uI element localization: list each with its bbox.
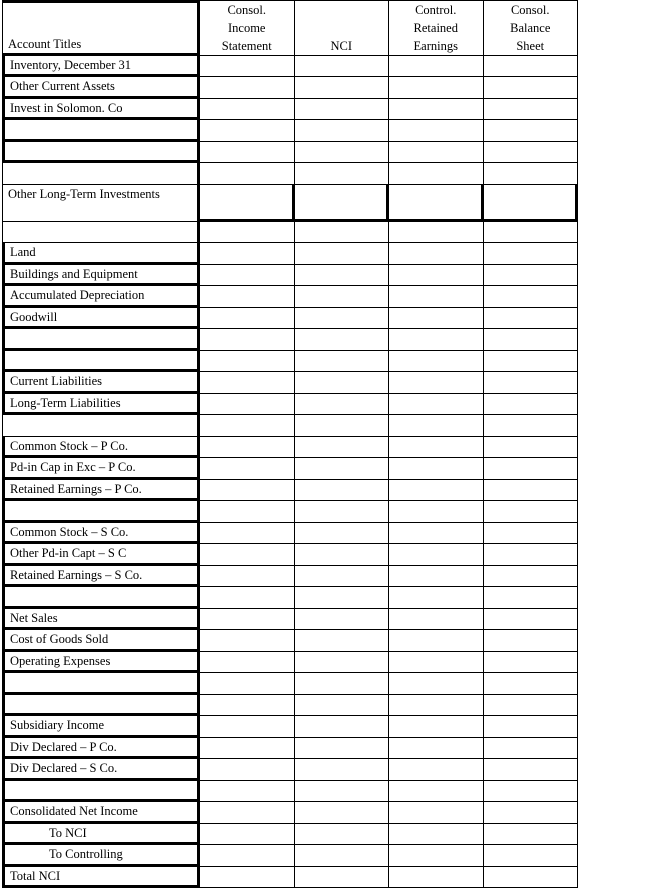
consol-income-statement-cell[interactable] [200, 99, 295, 120]
consol-income-statement-cell[interactable] [200, 308, 295, 329]
consol-balance-sheet-cell[interactable] [484, 716, 579, 738]
table-row [2, 329, 578, 351]
control-retained-earnings-cell[interactable] [389, 716, 484, 738]
nci-cell[interactable] [295, 329, 390, 351]
consol-income-statement-cell[interactable] [200, 77, 295, 99]
consol-balance-sheet-cell[interactable] [484, 802, 579, 824]
header-nci: NCI [295, 0, 390, 56]
nci-cell[interactable] [295, 286, 390, 308]
consol-income-statement-cell[interactable] [200, 781, 295, 802]
table-row [2, 351, 578, 372]
consol-balance-sheet-cell[interactable] [484, 458, 579, 480]
control-retained-earnings-cell[interactable] [389, 265, 484, 286]
account-title-cell: Retained Earnings – S Co. [2, 566, 200, 587]
table-row [2, 185, 578, 222]
control-retained-earnings-cell[interactable] [389, 222, 484, 243]
consol-balance-sheet-cell[interactable] [484, 351, 579, 372]
control-retained-earnings-cell[interactable] [389, 372, 484, 394]
consol-income-statement-cell[interactable] [200, 480, 295, 501]
account-title-cell: To NCI [2, 824, 200, 845]
consolidation-worksheet [2, 0, 578, 888]
consol-balance-sheet-cell[interactable] [484, 480, 579, 501]
control-retained-earnings-cell[interactable] [389, 99, 484, 120]
control-retained-earnings-cell[interactable] [389, 501, 484, 523]
control-retained-earnings-cell[interactable] [389, 630, 484, 652]
consol-income-statement-cell[interactable] [200, 630, 295, 652]
nci-cell[interactable] [295, 781, 390, 802]
nci-cell[interactable] [295, 609, 390, 630]
account-title-cell [2, 673, 200, 695]
consol-income-statement-cell[interactable] [200, 867, 295, 888]
control-retained-earnings-cell[interactable] [389, 185, 484, 222]
table-row [2, 265, 578, 286]
header-consol-income-statement: Consol. Income Statement [200, 0, 295, 56]
consol-income-statement-cell[interactable] [200, 759, 295, 781]
control-retained-earnings-cell[interactable] [389, 738, 484, 759]
account-title-cell: Other Long-Term Investments [2, 185, 200, 222]
control-retained-earnings-cell[interactable] [389, 695, 484, 716]
account-title-cell: Retained Earnings – P Co. [2, 480, 200, 501]
control-retained-earnings-cell[interactable] [389, 415, 484, 437]
table-row [2, 394, 578, 415]
consol-income-statement-cell[interactable] [200, 222, 295, 243]
account-title-cell [2, 695, 200, 716]
account-title-cell [2, 163, 200, 185]
table-row [2, 243, 578, 265]
consol-balance-sheet-cell[interactable] [484, 265, 579, 286]
nci-cell[interactable] [295, 415, 390, 437]
control-retained-earnings-cell[interactable] [389, 867, 484, 888]
control-retained-earnings-cell[interactable] [389, 673, 484, 695]
control-retained-earnings-cell[interactable] [389, 802, 484, 824]
control-retained-earnings-cell[interactable] [389, 56, 484, 77]
table-row [2, 142, 578, 163]
consol-balance-sheet-cell[interactable] [484, 286, 579, 308]
table-row [2, 77, 578, 99]
consol-income-statement-cell[interactable] [200, 372, 295, 394]
nci-cell[interactable] [295, 695, 390, 716]
account-title-cell: Consolidated Net Income [2, 802, 200, 824]
consol-income-statement-cell[interactable] [200, 329, 295, 351]
nci-cell[interactable] [295, 99, 390, 120]
consol-balance-sheet-cell[interactable] [484, 544, 579, 566]
consol-balance-sheet-cell[interactable] [484, 673, 579, 695]
consol-balance-sheet-cell[interactable] [484, 372, 579, 394]
nci-cell[interactable] [295, 243, 390, 265]
consol-balance-sheet-cell[interactable] [484, 120, 579, 142]
table-row [2, 716, 578, 738]
table-row [2, 630, 578, 652]
nci-cell[interactable] [295, 308, 390, 329]
table-row [2, 286, 578, 308]
table-row [2, 308, 578, 329]
control-retained-earnings-cell[interactable] [389, 120, 484, 142]
nci-cell[interactable] [295, 163, 390, 185]
account-title-cell: Goodwill [2, 308, 200, 329]
account-title-cell: Pd-in Cap in Exc – P Co. [2, 458, 200, 480]
table-row [2, 437, 578, 458]
consol-income-statement-cell[interactable] [200, 458, 295, 480]
consol-balance-sheet-cell[interactable] [484, 523, 579, 544]
consol-balance-sheet-cell[interactable] [484, 142, 579, 163]
consol-balance-sheet-cell[interactable] [484, 222, 579, 243]
account-title-cell: Operating Expenses [2, 652, 200, 673]
consol-income-statement-cell[interactable] [200, 286, 295, 308]
consol-income-statement-cell[interactable] [200, 185, 295, 222]
consol-balance-sheet-cell[interactable] [484, 587, 579, 609]
control-retained-earnings-cell[interactable] [389, 286, 484, 308]
nci-cell[interactable] [295, 265, 390, 286]
control-retained-earnings-cell[interactable] [389, 845, 484, 867]
account-title-cell: Common Stock – S Co. [2, 523, 200, 544]
consol-balance-sheet-cell[interactable] [484, 845, 579, 867]
nci-cell[interactable] [295, 630, 390, 652]
header-row [2, 0, 578, 56]
account-title-cell [2, 142, 200, 163]
consol-balance-sheet-cell[interactable] [484, 609, 579, 630]
account-title-cell: Div Declared – P Co. [2, 738, 200, 759]
nci-cell[interactable] [295, 501, 390, 523]
nci-cell[interactable] [295, 802, 390, 824]
consol-balance-sheet-cell[interactable] [484, 695, 579, 716]
table-row [2, 673, 578, 695]
table-row [2, 415, 578, 437]
nci-cell[interactable] [295, 394, 390, 415]
account-title-cell: Subsidiary Income [2, 716, 200, 738]
nci-cell[interactable] [295, 566, 390, 587]
table-row [2, 501, 578, 523]
consol-income-statement-cell[interactable] [200, 544, 295, 566]
consol-balance-sheet-cell[interactable] [484, 56, 579, 77]
control-retained-earnings-cell[interactable] [389, 142, 484, 163]
control-retained-earnings-cell[interactable] [389, 523, 484, 544]
table-row [2, 480, 578, 501]
consol-balance-sheet-cell[interactable] [484, 308, 579, 329]
control-retained-earnings-cell[interactable] [389, 587, 484, 609]
table-row [2, 867, 578, 888]
account-title-cell: Other Pd-in Capt – S C [2, 544, 200, 566]
nci-cell[interactable] [295, 587, 390, 609]
control-retained-earnings-cell[interactable] [389, 437, 484, 458]
table-row [2, 99, 578, 120]
nci-cell[interactable] [295, 523, 390, 544]
consol-income-statement-cell[interactable] [200, 845, 295, 867]
nci-cell[interactable] [295, 120, 390, 142]
account-title-cell: Buildings and Equipment [2, 265, 200, 286]
control-retained-earnings-cell[interactable] [389, 652, 484, 673]
nci-cell[interactable] [295, 458, 390, 480]
consol-balance-sheet-cell[interactable] [484, 243, 579, 265]
control-retained-earnings-cell[interactable] [389, 458, 484, 480]
table-row [2, 652, 578, 673]
nci-cell[interactable] [295, 716, 390, 738]
account-title-cell: Inventory, December 31 [2, 56, 200, 77]
nci-cell[interactable] [295, 77, 390, 99]
account-title-cell: Div Declared – S Co. [2, 759, 200, 781]
nci-cell[interactable] [295, 372, 390, 394]
consol-income-statement-cell[interactable] [200, 351, 295, 372]
consol-balance-sheet-cell[interactable] [484, 185, 579, 222]
table-row [2, 523, 578, 544]
nci-cell[interactable] [295, 351, 390, 372]
consol-income-statement-cell[interactable] [200, 652, 295, 673]
nci-cell[interactable] [295, 185, 390, 222]
table-row [2, 566, 578, 587]
control-retained-earnings-cell[interactable] [389, 163, 484, 185]
account-title-cell: Long-Term Liabilities [2, 394, 200, 415]
consol-balance-sheet-cell[interactable] [484, 630, 579, 652]
account-title-cell [2, 781, 200, 802]
account-title-cell: Cost of Goods Sold [2, 630, 200, 652]
nci-cell[interactable] [295, 824, 390, 845]
account-title-cell: Total NCI [2, 867, 200, 888]
consol-income-statement-cell[interactable] [200, 142, 295, 163]
consol-income-statement-cell[interactable] [200, 437, 295, 458]
consol-balance-sheet-cell[interactable] [484, 77, 579, 99]
account-title-cell [2, 329, 200, 351]
account-title-cell: Accumulated Depreciation [2, 286, 200, 308]
table-row [2, 222, 578, 243]
account-title-cell: Invest in Solomon. Co [2, 99, 200, 120]
table-row [2, 781, 578, 802]
account-title-cell: To Controlling [2, 845, 200, 867]
table-row [2, 587, 578, 609]
nci-cell[interactable] [295, 222, 390, 243]
consol-income-statement-cell[interactable] [200, 501, 295, 523]
nci-cell[interactable] [295, 142, 390, 163]
consol-income-statement-cell[interactable] [200, 673, 295, 695]
consol-balance-sheet-cell[interactable] [484, 329, 579, 351]
consol-income-statement-cell[interactable] [200, 824, 295, 845]
consol-income-statement-cell[interactable] [200, 523, 295, 544]
consol-income-statement-cell[interactable] [200, 716, 295, 738]
nci-cell[interactable] [295, 759, 390, 781]
account-title-cell [2, 587, 200, 609]
table-row [2, 163, 578, 185]
consol-balance-sheet-cell[interactable] [484, 437, 579, 458]
consol-balance-sheet-cell[interactable] [484, 566, 579, 587]
header-control-retained-earnings: Control. Retained Earnings [389, 0, 484, 56]
table-row [2, 609, 578, 630]
control-retained-earnings-cell[interactable] [389, 544, 484, 566]
table-row [2, 372, 578, 394]
account-title-cell: Current Liabilities [2, 372, 200, 394]
consol-balance-sheet-cell[interactable] [484, 759, 579, 781]
nci-cell[interactable] [295, 673, 390, 695]
nci-cell[interactable] [295, 437, 390, 458]
consol-income-statement-cell[interactable] [200, 695, 295, 716]
nci-cell[interactable] [295, 544, 390, 566]
control-retained-earnings-cell[interactable] [389, 243, 484, 265]
account-title-cell [2, 415, 200, 437]
consol-balance-sheet-cell[interactable] [484, 738, 579, 759]
consol-balance-sheet-cell[interactable] [484, 781, 579, 802]
table-row [2, 824, 578, 845]
table-row [2, 56, 578, 77]
nci-cell[interactable] [295, 56, 390, 77]
consol-balance-sheet-cell[interactable] [484, 867, 579, 888]
table-row [2, 544, 578, 566]
consol-income-statement-cell[interactable] [200, 163, 295, 185]
control-retained-earnings-cell[interactable] [389, 609, 484, 630]
control-retained-earnings-cell[interactable] [389, 329, 484, 351]
consol-balance-sheet-cell[interactable] [484, 415, 579, 437]
consol-income-statement-cell[interactable] [200, 802, 295, 824]
nci-cell[interactable] [295, 845, 390, 867]
table-row [2, 120, 578, 142]
control-retained-earnings-cell[interactable] [389, 566, 484, 587]
consol-balance-sheet-cell[interactable] [484, 394, 579, 415]
consol-income-statement-cell[interactable] [200, 120, 295, 142]
control-retained-earnings-cell[interactable] [389, 394, 484, 415]
table-row [2, 458, 578, 480]
table-row [2, 759, 578, 781]
nci-cell[interactable] [295, 738, 390, 759]
table-row [2, 738, 578, 759]
consol-income-statement-cell[interactable] [200, 738, 295, 759]
consol-balance-sheet-cell[interactable] [484, 824, 579, 845]
control-retained-earnings-cell[interactable] [389, 759, 484, 781]
account-title-cell: Common Stock – P Co. [2, 437, 200, 458]
consol-income-statement-cell[interactable] [200, 609, 295, 630]
account-title-cell [2, 120, 200, 142]
header-account-titles: Account Titles [2, 0, 200, 56]
consol-income-statement-cell[interactable] [200, 394, 295, 415]
consol-balance-sheet-cell[interactable] [484, 652, 579, 673]
consol-balance-sheet-cell[interactable] [484, 163, 579, 185]
nci-cell[interactable] [295, 480, 390, 501]
consol-income-statement-cell[interactable] [200, 265, 295, 286]
account-title-cell [2, 351, 200, 372]
consol-income-statement-cell[interactable] [200, 566, 295, 587]
consol-balance-sheet-cell[interactable] [484, 99, 579, 120]
control-retained-earnings-cell[interactable] [389, 308, 484, 329]
nci-cell[interactable] [295, 867, 390, 888]
table-row [2, 695, 578, 716]
account-title-cell: Net Sales [2, 609, 200, 630]
consol-income-statement-cell[interactable] [200, 587, 295, 609]
control-retained-earnings-cell[interactable] [389, 351, 484, 372]
consol-income-statement-cell[interactable] [200, 56, 295, 77]
control-retained-earnings-cell[interactable] [389, 781, 484, 802]
header-consol-balance-sheet: Consol. Balance Sheet [484, 0, 579, 56]
account-title-cell [2, 501, 200, 523]
account-title-cell: Land [2, 243, 200, 265]
account-title-cell [2, 222, 200, 243]
table-row [2, 802, 578, 824]
consol-income-statement-cell[interactable] [200, 415, 295, 437]
control-retained-earnings-cell[interactable] [389, 77, 484, 99]
table-row [2, 845, 578, 867]
nci-cell[interactable] [295, 652, 390, 673]
consol-income-statement-cell[interactable] [200, 243, 295, 265]
control-retained-earnings-cell[interactable] [389, 480, 484, 501]
account-title-cell: Other Current Assets [2, 77, 200, 99]
control-retained-earnings-cell[interactable] [389, 824, 484, 845]
consol-balance-sheet-cell[interactable] [484, 501, 579, 523]
